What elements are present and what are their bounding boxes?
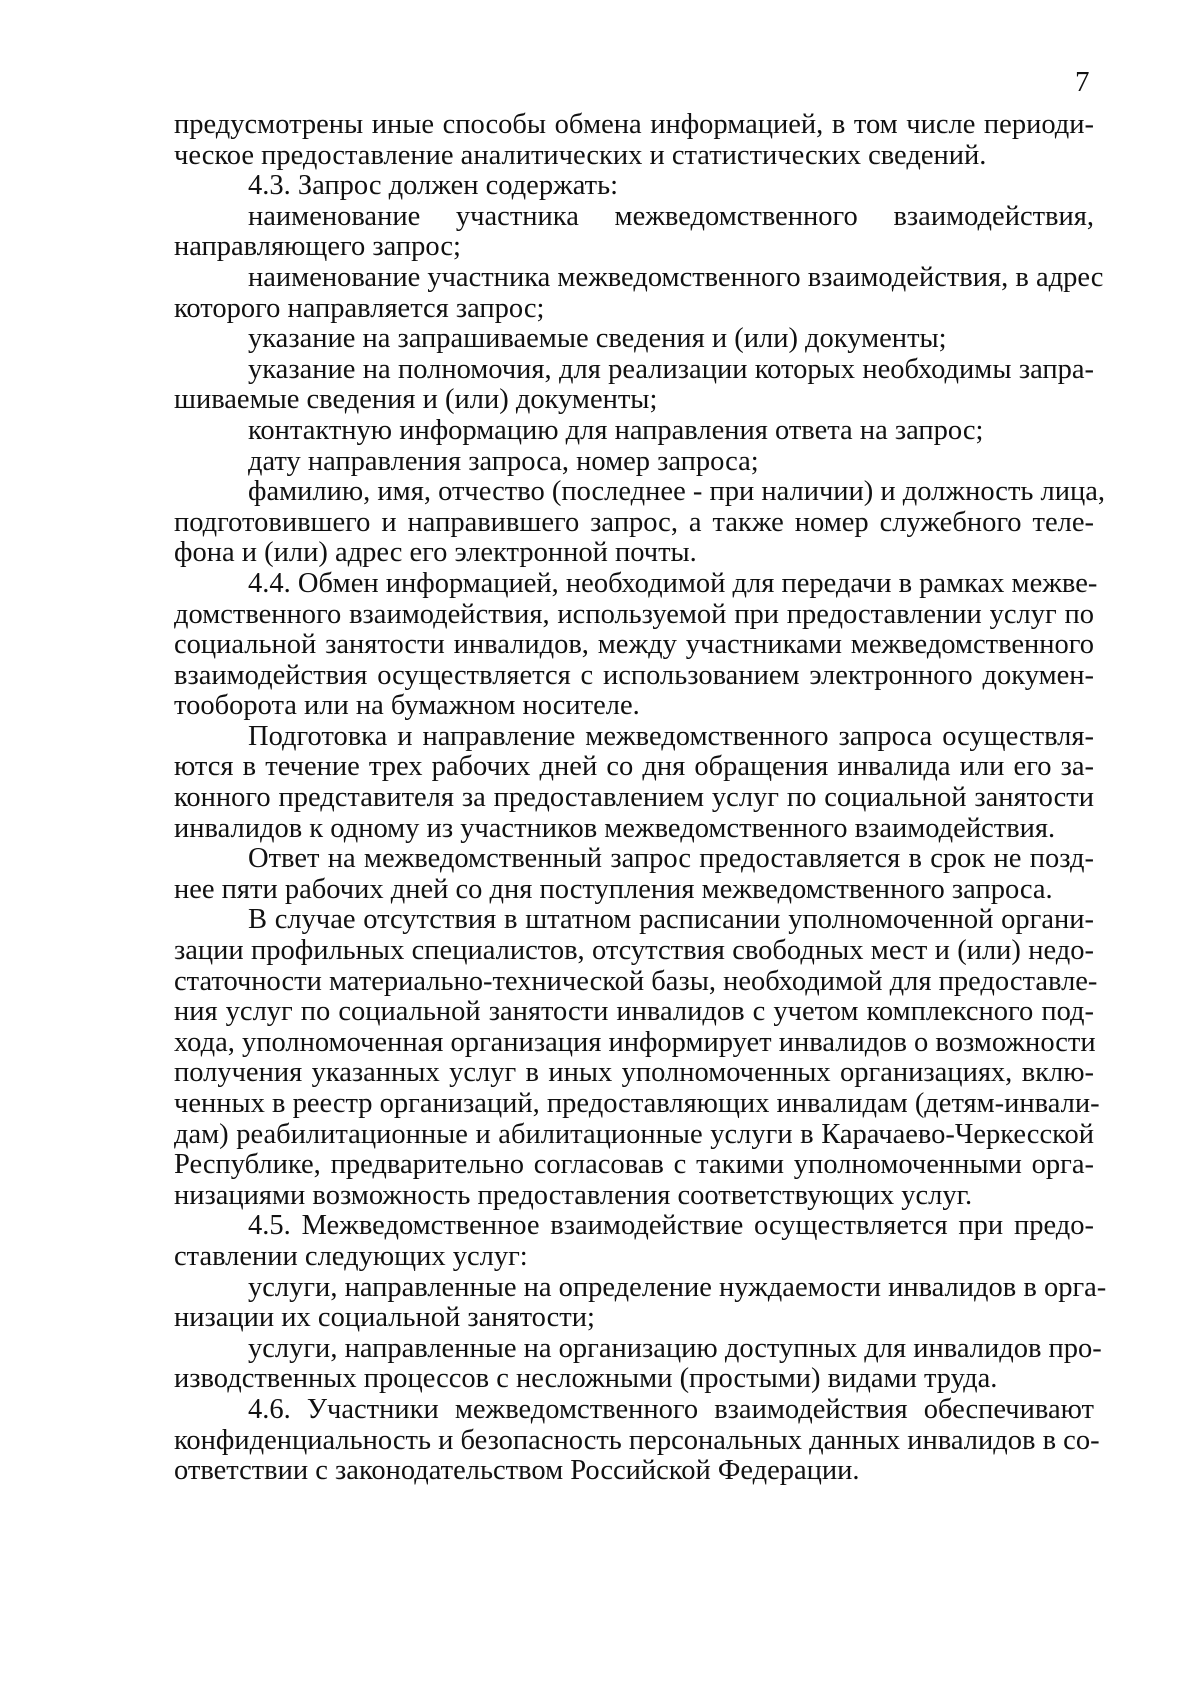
text-line: взаимодействия осуществляется с использованием электронного докумен- — [174, 659, 1094, 691]
text-line: социальной занятости инвалидов, между участниками межведомственного — [174, 629, 1094, 661]
text-line: ответствии с законодательством Российской Федерации. — [174, 1455, 860, 1487]
text-line: В случае отсутствия в штатном расписании уполномоченной органи- — [248, 904, 1094, 936]
text-line: контактную информацию для направления ответа на запрос; — [248, 414, 984, 446]
text-line: ния услуг по социальной занятости инвалидов с учетом комплексного под- — [174, 996, 1094, 1028]
text-line: шиваемые сведения и (или) документы; — [174, 384, 658, 416]
text-line: хода, уполномоченная организация информирует инвалидов о возможности — [174, 1026, 1096, 1058]
text-line: 4.4. Обмен информацией, необходимой для передачи в рамках межве- — [248, 567, 1098, 599]
text-line: направляющего запрос; — [174, 231, 461, 263]
text-line: ставлении следующих услуг: — [174, 1240, 528, 1272]
body-text — [174, 109, 1107, 1487]
text-line: нее пяти рабочих дней со дня поступления межведомственного запроса. — [174, 873, 1053, 905]
text-line: конного представителя за предоставлением услуг по социальной занятости — [174, 782, 1094, 814]
page-number: 7 — [1075, 66, 1090, 98]
text-line: подготовившего и направившего запрос, а также номер служебного теле- — [174, 506, 1094, 538]
text-line: указание на полномочия, для реализации которых необходимы запра- — [248, 353, 1094, 385]
text-line: наименование участника межведомственного взаимодействия, — [248, 200, 1094, 232]
text-line: зации профильных специалистов, отсутствия свободных мест и (или) недо- — [174, 935, 1094, 967]
text-line: домственного взаимодействия, используемой при предоставлении услуг по — [174, 598, 1094, 630]
text-line: инвалидов к одному из участников межведомственного взаимодействия. — [174, 812, 1056, 844]
text-line: наименование участника межведомственного взаимодействия, в адрес — [248, 261, 1104, 293]
text-line: 4.6. Участники межведомственного взаимодействия обеспечивают — [248, 1393, 1094, 1425]
text-line: Республике, предварительно согласовав с такими уполномоченными орга- — [174, 1149, 1094, 1181]
text-line: услуги, направленные на определение нуждаемости инвалидов в орга- — [248, 1271, 1107, 1303]
text-line: которого направляется запрос; — [174, 292, 545, 324]
text-line: услуги, направленные на организацию доступных для инвалидов про- — [248, 1332, 1102, 1364]
text-line: ются в течение трех рабочих дней со дня обращения инвалида или его за- — [174, 751, 1094, 783]
text-line: 4.3. Запрос должен содержать: — [248, 170, 619, 202]
text-line: конфиденциальность и безопасность персональных данных инвалидов в со- — [174, 1424, 1100, 1456]
text-line: фамилию, имя, отчество (последнее - при наличии) и должность лица, — [248, 476, 1106, 508]
text-line: тооборота или на бумажном носителе. — [174, 690, 640, 722]
text-line: дату направления запроса, номер запроса; — [248, 445, 759, 477]
text-line: ченных в реестр организаций, предоставляющих инвалидам (детям-инвали- — [174, 1088, 1100, 1119]
text-line: фона и (или) адрес его электронной почты. — [174, 537, 697, 569]
text-line: дам) реабилитационные и абилитационные услуги в Карачаево-Черкесской — [174, 1118, 1094, 1150]
text-line: низациями возможность предоставления соответствующих услуг. — [174, 1179, 973, 1211]
text-line: Подготовка и направление межведомственного запроса осуществля- — [248, 720, 1094, 752]
text-line: статочности материально-технической базы, необходимой для предоставле- — [174, 965, 1098, 997]
text-line: изводственных процессов с несложными (простыми) видами труда. — [174, 1363, 998, 1395]
text-line: указание на запрашиваемые сведения и (или) документы; — [248, 323, 947, 355]
text-line: предусмотрены иные способы обмена информацией, в том числе периоди- — [174, 109, 1094, 140]
text-line: ческое предоставление аналитических и статистических сведений. — [174, 139, 987, 171]
text-line: получения указанных услуг в иных уполномоченных организациях, вклю- — [174, 1057, 1094, 1089]
text-line: Ответ на межведомственный запрос предоставляется в срок не позд- — [248, 843, 1094, 875]
text-line: 4.5. Межведомственное взаимодействие осуществляется при предо- — [248, 1210, 1094, 1242]
text-line: низации их социальной занятости; — [174, 1302, 595, 1334]
